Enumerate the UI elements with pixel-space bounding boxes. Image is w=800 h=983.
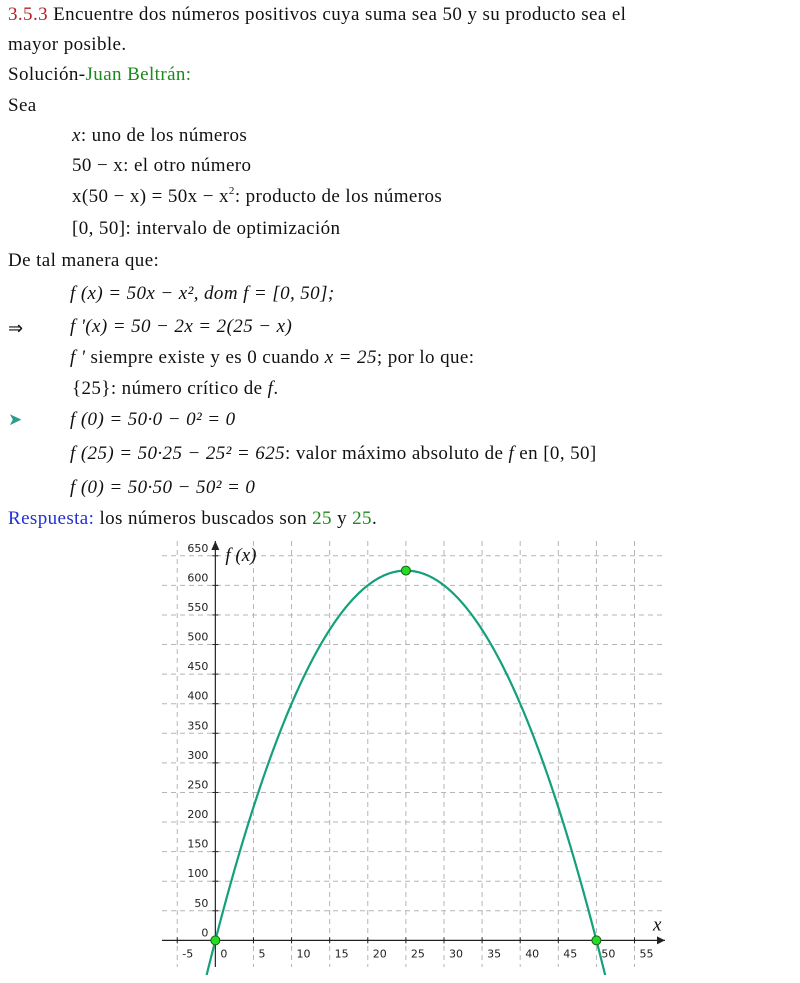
- evaluation-2-f: f: [508, 443, 515, 464]
- de-tal-manera: De tal manera que:: [8, 250, 160, 271]
- y-tick-label: 150: [187, 837, 209, 851]
- parabola-chart: [150, 535, 670, 975]
- solution-prefix: Solución-: [8, 64, 86, 85]
- critical-end: .: [273, 378, 279, 399]
- x-tick-label: 0: [220, 947, 228, 961]
- problem-header: [8, 4, 626, 26]
- function-definition: f (x) = 50x − x², dom f = [0, 50];: [70, 283, 335, 304]
- problem-number: 3.5.3: [8, 4, 48, 25]
- y-tick-label: 50: [194, 896, 209, 910]
- definition-1-math: x: [72, 125, 81, 146]
- x-tick-label: 50: [601, 947, 616, 961]
- definition-1-text: : uno de los números: [80, 125, 248, 146]
- y-tick-label: 100: [187, 867, 209, 881]
- definition-3: [72, 186, 442, 208]
- derivative-remark-text: siempre existe y es 0 cuando: [85, 347, 325, 368]
- y-tick-label: 650: [187, 541, 209, 555]
- definition-3-text: : producto de los números: [234, 186, 443, 207]
- definition-3-math: x(50 − x) = 50x − x: [72, 186, 229, 207]
- implies-symbol: ⇒: [8, 318, 24, 339]
- derivative-remark-end: ; por lo que:: [376, 347, 475, 368]
- y-tick-label: 550: [187, 600, 209, 614]
- critical-set: {25}: [72, 378, 111, 399]
- data-point: [592, 936, 601, 945]
- answer-text-b: y: [331, 508, 353, 529]
- evaluation-1: f (0) = 50·0 − 0² = 0: [70, 409, 236, 430]
- derivative-equation: f '(x) = 50 − 2x = 2(25 − x): [70, 316, 293, 337]
- x-axis-label: x: [653, 914, 662, 936]
- y-tick-label: 400: [187, 689, 209, 703]
- y-tick-label: 450: [187, 660, 209, 674]
- critical-text: : número crítico de: [110, 378, 268, 399]
- x-tick-label: 55: [639, 947, 654, 961]
- evaluation-2-interval: [0, 50]: [543, 443, 597, 464]
- definition-3-exp: 2: [228, 185, 235, 197]
- evaluation-2-math: f (25) = 50·25 − 25² = 625: [70, 443, 285, 464]
- definition-2: [72, 155, 251, 177]
- answer-text-a: los números buscados son: [94, 508, 313, 529]
- x-tick-label: 35: [487, 947, 502, 961]
- x-tick-label: 5: [258, 947, 266, 961]
- derivative-remark: [70, 347, 474, 369]
- x-tick-label: 45: [563, 947, 578, 961]
- definition-2-text: : el otro número: [123, 155, 252, 176]
- answer-num-1: 25: [312, 508, 332, 529]
- x-tick-label: 25: [410, 947, 425, 961]
- derivative-remark-f: f ': [70, 347, 86, 368]
- x-tick-label: 20: [372, 947, 387, 961]
- evaluation-2-en: en: [514, 443, 544, 464]
- critical-f: f: [267, 378, 274, 399]
- y-tick-label: 0: [201, 926, 209, 940]
- data-point: [211, 936, 220, 945]
- problem-statement-1: Encuentre dos números positivos cuya suma sea 50 y su producto sea el: [53, 4, 627, 25]
- answer-num-2: 25: [352, 508, 372, 529]
- x-tick-label: 15: [334, 947, 349, 961]
- y-tick-label: 350: [187, 719, 209, 733]
- y-axis-label: f (x): [225, 545, 257, 566]
- definition-1: [72, 125, 247, 147]
- definition-4: [72, 218, 340, 240]
- derivative-remark-x: x = 25: [324, 347, 377, 368]
- sea-label: Sea: [8, 95, 37, 116]
- y-tick-label: 300: [187, 748, 209, 762]
- data-point: [401, 566, 410, 575]
- x-tick-label: 40: [525, 947, 540, 961]
- evaluation-3: f (0) = 50·50 − 50² = 0: [70, 477, 256, 498]
- evaluation-2-text: : valor máximo absoluto de: [285, 443, 509, 464]
- answer-label: Respuesta:: [8, 508, 95, 529]
- y-tick-label: 200: [187, 808, 209, 822]
- answer-line: [8, 508, 377, 530]
- y-tick-label: 250: [187, 778, 209, 792]
- y-tick-label: 600: [187, 571, 209, 585]
- definition-4-math: [0, 50]: [72, 218, 126, 239]
- x-tick-label: -5: [182, 947, 194, 961]
- evaluation-2: [70, 443, 597, 465]
- y-tick-label: 500: [187, 630, 209, 644]
- critical-number: [72, 378, 278, 400]
- y-axis-arrow-icon: [211, 541, 219, 550]
- bullet-icon: ➤: [8, 410, 23, 430]
- x-tick-label: 10: [296, 947, 311, 961]
- problem-statement-2: mayor posible.: [8, 34, 127, 55]
- definition-2-math: 50 − x: [72, 155, 124, 176]
- solution-line: [8, 64, 191, 86]
- definition-4-text: : intervalo de optimización: [125, 218, 341, 239]
- solution-author: Juan Beltrán:: [85, 64, 192, 85]
- x-tick-label: 30: [448, 947, 463, 961]
- x-axis-arrow-icon: [657, 936, 665, 944]
- answer-text-c: .: [371, 508, 378, 529]
